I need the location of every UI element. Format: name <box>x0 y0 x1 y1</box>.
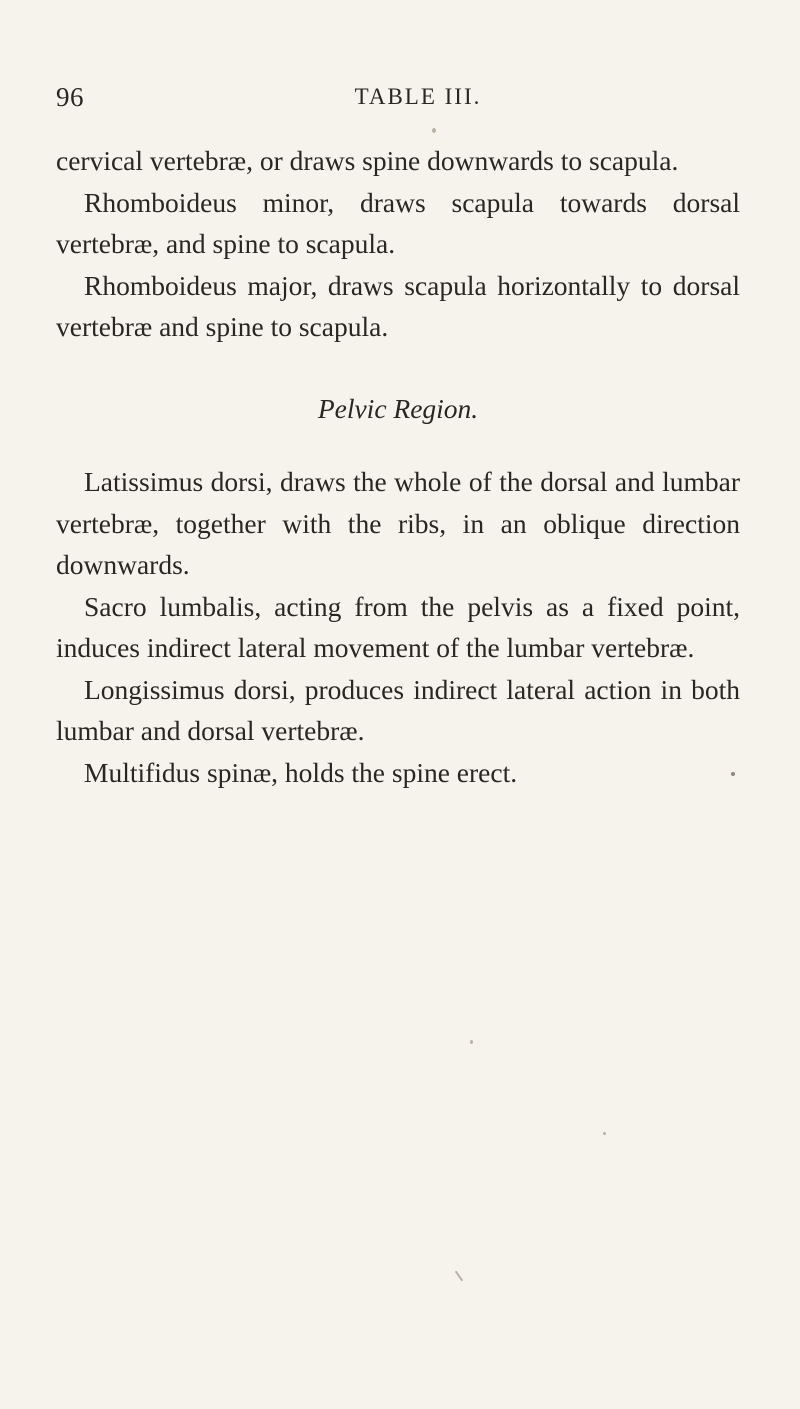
paper-speck <box>470 1040 473 1044</box>
paragraph-sacro-lumbalis: Sacro lumbalis, acting from the pelvis as a fixed point, induces indirect lateral movement of the lumbar vertebræ. <box>56 590 740 663</box>
paper-speck <box>432 128 436 133</box>
body-text <box>56 140 740 793</box>
paper-speck <box>731 772 735 776</box>
page-number: 96 <box>56 82 84 112</box>
paragraph-latissimus-dorsi: Latissimus dorsi, draws the whole of the dorsal and lumbar vertebræ, together with the ribs, in an oblique direction downwards. <box>56 466 740 580</box>
section-heading-pelvic-region: Pelvic Region. <box>317 392 479 424</box>
paragraph-cervical-continuation: cervical vertebræ, or draws spine downwards to scapula. <box>56 145 679 176</box>
page-header <box>56 82 740 122</box>
paper-speck <box>455 1271 464 1282</box>
paper-speck <box>603 1132 606 1135</box>
paragraph-rhomboideus-minor: Rhomboideus minor, draws scapula towards dorsal vertebræ, and spine to scapula. <box>56 186 740 259</box>
paragraph-longissimus-dorsi: Longissimus dorsi, produces indirect lateral action in both lumbar and dorsal vertebræ. <box>56 673 740 746</box>
running-head: TABLE III. <box>354 84 482 109</box>
paragraph-multifidus-spinae: Multifidus spinæ, holds the spine erect. <box>84 756 518 788</box>
paragraph-rhomboideus-major: Rhomboideus major, draws scapula horizontally to dorsal vertebræ and spine to scapula. <box>56 269 740 342</box>
